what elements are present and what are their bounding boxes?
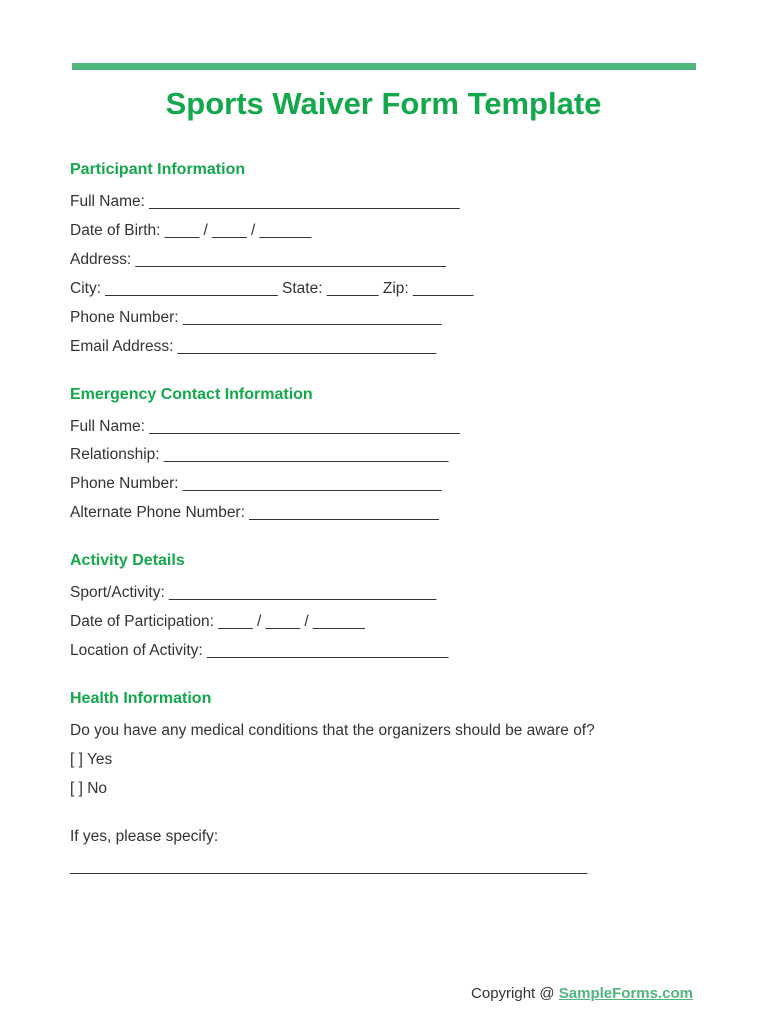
section-heading-activity: Activity Details [70, 552, 185, 569]
health-question: Do you have any medical conditions that the organizers should be aware of? [70, 722, 595, 739]
emergency-alt-phone-field[interactable]: Alternate Phone Number: ______________________ [70, 504, 439, 521]
page-title: Sports Waiver Form Template [165, 86, 602, 121]
emergency-phone-field[interactable]: Phone Number: ______________________________ [70, 475, 442, 492]
footer [471, 985, 693, 1002]
activity-location-field[interactable]: Location of Activity: ____________________________ [70, 642, 449, 659]
participant-city-state-zip-field[interactable]: City: ____________________ State: ______ Zip: _______ [70, 280, 474, 297]
section-heading-emergency: Emergency Contact Information [70, 386, 313, 403]
health-specify-label: If yes, please specify: [70, 828, 219, 845]
health-yes-checkbox[interactable]: [ ] Yes [70, 751, 113, 768]
health-specify-field[interactable]: ____________________________________________________________ [70, 858, 588, 875]
emergency-relationship-field[interactable]: Relationship: _________________________________ [70, 446, 449, 463]
section-heading-health: Health Information [70, 690, 212, 707]
participant-phone-field[interactable]: Phone Number: ______________________________ [70, 309, 442, 326]
participant-dob-field[interactable]: Date of Birth: ____ / ____ / ______ [70, 222, 312, 239]
footer-brand-link[interactable]: SampleForms.com [558, 985, 693, 1002]
emergency-full-name-field[interactable]: Full Name: ____________________________________ [70, 418, 460, 435]
footer-copyright: Copyright @ [471, 985, 559, 1002]
participant-email-field[interactable]: Email Address: ______________________________ [70, 338, 437, 355]
participant-address-field[interactable]: Address: ____________________________________ [70, 251, 446, 268]
health-no-checkbox[interactable]: [ ] No [70, 780, 108, 797]
activity-sport-field[interactable]: Sport/Activity: _______________________________ [70, 584, 437, 601]
activity-date-field[interactable]: Date of Participation: ____ / ____ / ______ [70, 613, 365, 630]
participant-full-name-field[interactable]: Full Name: ____________________________________ [70, 193, 460, 210]
top-accent-bar [72, 63, 696, 70]
section-heading-participant: Participant Information [70, 161, 246, 178]
